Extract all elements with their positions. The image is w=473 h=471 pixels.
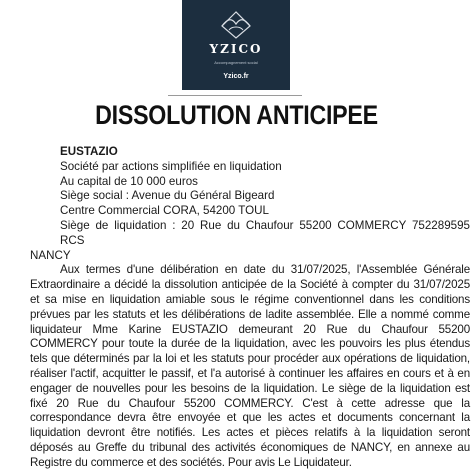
notice-title: DISSOLUTION ANTICIPEE <box>95 100 378 130</box>
address: Centre Commercial CORA, 54200 TOUL <box>60 204 269 218</box>
siege-liquidation-city: NANCY <box>30 248 71 262</box>
legal-form: Société par actions simplifiée en liquidation <box>60 159 282 173</box>
logo-name: YZICO <box>209 42 263 56</box>
logo-url: Yzico.fr <box>223 73 249 80</box>
logo-tagline: Accompagnement social <box>214 60 258 65</box>
siege-liquidation: Siège de liquidation : 20 Rue du Chaufour 55200 COMMERCY 752289595 RCS <box>60 218 470 247</box>
notice-paragraph: Aux termes d'une délibération en date du 31/07/2025, l'Assemblée Générale Extraordinaire a décidé la dissolution anticipée de la Société à compter du 31/07/2025 et sa mise en liquidation amiable sous le régime conventionnel dans les conditions prévues par les statuts et les délibérations de ladite assemblée. Elle a nommé comme liquidateur Mme Karine EUSTAZIO demeurant 20 Rue du Chaufour 55200 COMMERCY pour toute la durée de la liquidation, avec les pouvoirs les plus étendus tels que déterminés par la loi et les statuts pour procéder aux opérations de liquidation, réaliser l'actif, acquitter le passif, et l'a autorisé à continuer les affaires en cours et à en engager de nouvelles pour les besoins de la liquidation. Le siège de la liquidation est fixé 20 Rue du Chaufour 55200 COMMERCY. C'est à cette adresse que la correspondance devra être envoyée et que les actes et documents concernant la liquidation devront être notifiés. Les actes et pièces relatifs à la liquidation seront déposés au Greffe du tribunal des activités économiques de NANCY, en annexe au Registre du commerce et des sociétés. Pour avis Le Liquidateur. <box>30 263 470 469</box>
logo-emblem-icon <box>216 8 256 40</box>
logo <box>182 0 290 90</box>
notice-body <box>30 145 470 471</box>
siege-social: Siège social : Avenue du Général Bigeard <box>60 189 275 203</box>
separator-rule <box>168 95 302 96</box>
capital: Au capital de 10 000 euros <box>60 174 198 188</box>
company-name: EUSTAZIO <box>60 145 118 158</box>
